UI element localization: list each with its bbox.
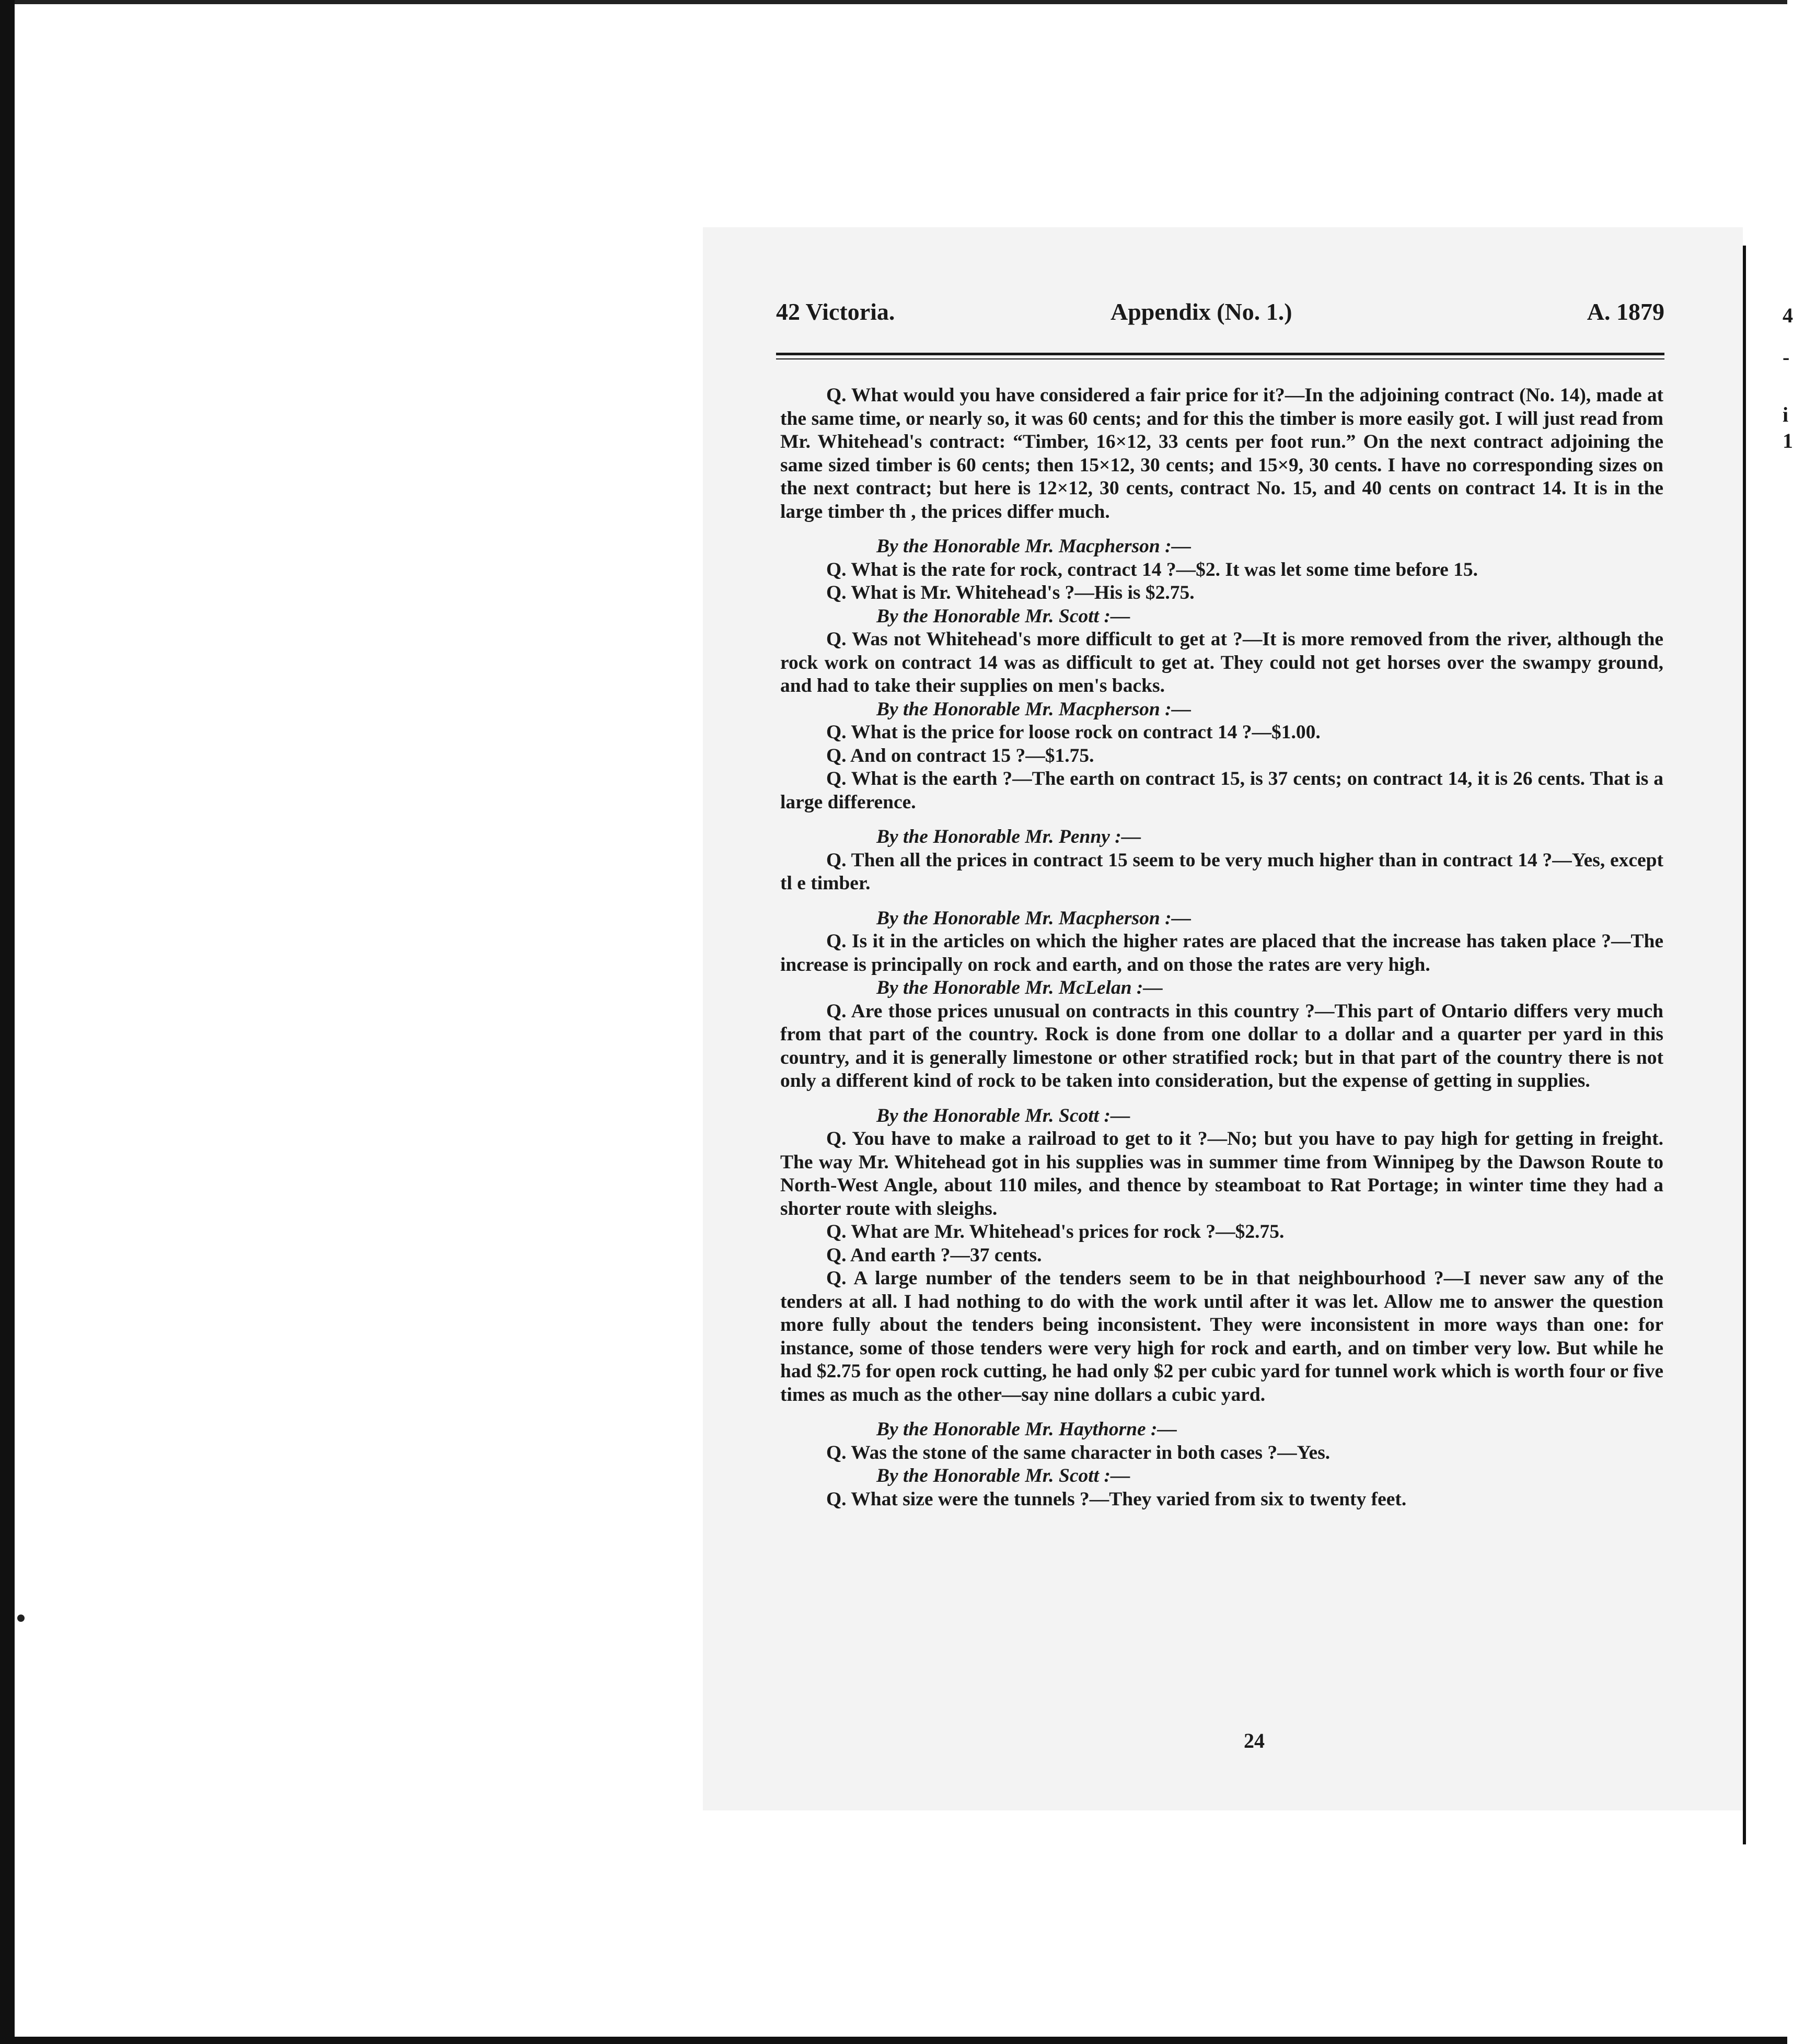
testimony-paragraph: Q. What would you have considered a fair price for it?—In the adjoining contract (No. 14), made at the same time, or nearly so, it was 60 cents; and for this the timber is more easily got. I will just read from Mr. Whitehead's contract: “Timber, 16×12, 33 cents per foot run.” On the next contract adjoining the same sized timber is 60 cents; then 15×12, 30 cents; and 15×9, 30 cents. I have no corresponding sizes on the next contract; but here is 12×12, 30 cents, contract No. 15, and 40 cents on contract 14. It is in the large timber th , the prices differ much. xyxy=(780,385,1663,522)
testimony-paragraph: Q. Are those prices unusual on contracts in this country ?—This part of Ontario differs very much from that part of the country. Rock is done from one dollar to a dollar and a quarter per yard in this country, and it is generally limestone or other stratified rock; but in that part of the country there is not only a different kind of rock to be taken into consideration, but the expense of getting in supplies. xyxy=(780,1000,1663,1091)
testimony-paragraph: Q. Then all the prices in contract 15 seem to be very much higher than in contract 14 ?—Yes, except tl e timber. xyxy=(780,849,1663,894)
document-page xyxy=(703,227,1743,1810)
testimony-paragraph: Q. What is the earth ?—The earth on contract 15, is 37 cents; on contract 14, it is 26 cents. That is a large difference. xyxy=(780,768,1663,813)
testimony-paragraph: Q. A large number of the tenders seem to be in that neighbourhood ?—I never saw any of the tenders at all. I had nothing to do with the work until after it was let. Allow me to answer the question more fully about the tenders being inconsistent. They were inconsistent in more ways than one: for instance, some of those tenders were very high for rock and earth, and on timber very low. But while he had $2.75 for open rock cutting, he had only $2 per cubic yard for tunnel work which is worth four or five times as much as the other—say nine dollars a cubic yard. xyxy=(780,1268,1663,1406)
speaker-heading: By the Honorable Mr. Scott :— xyxy=(876,1465,1130,1486)
speaker-heading: By the Honorable Mr. Scott :— xyxy=(876,1105,1130,1126)
speaker-heading: By the Honorable Mr. Macpherson :— xyxy=(876,698,1192,720)
scan-border-bottom xyxy=(0,2037,1787,2044)
testimony-paragraph: Q. What is Mr. Whitehead's ?—His is $2.75. xyxy=(826,582,1195,603)
testimony-paragraph: Q. Was not Whitehead's more difficult to get at ?—It is more removed from the river, although the rock work on contract 14 was as difficult to get at. They could not get horses over the swampy ground, and had to take their supplies on men's backs. xyxy=(780,629,1663,696)
running-header xyxy=(776,298,1664,329)
header-appendix: Appendix (No. 1.) xyxy=(1110,298,1292,325)
scan-speck xyxy=(17,1615,25,1622)
speaker-heading: By the Honorable Mr. Macpherson :— xyxy=(876,536,1192,557)
testimony-paragraph: Q. And earth ?—37 cents. xyxy=(826,1244,1042,1266)
testimony-paragraph: Q. Was the stone of the same character in both cases ?—Yes. xyxy=(826,1442,1331,1464)
testimony-paragraph: Q. What is the rate for rock, contract 14 ?—$2. It was let some time before 15. xyxy=(826,559,1478,580)
header-session: 42 Victoria. xyxy=(776,298,895,325)
testimony-paragraph: Q. What is the price for loose rock on contract 14 ?—$1.00. xyxy=(826,722,1321,743)
speaker-heading: By the Honorable Mr. Scott :— xyxy=(876,605,1130,627)
header-rule-thick xyxy=(776,353,1664,355)
page-number: 24 xyxy=(1244,1729,1265,1752)
testimony-paragraph: Q. What size were the tunnels ?—They varied from six to twenty feet. xyxy=(826,1488,1407,1510)
adjacent-page-fragment: i xyxy=(1783,403,1789,426)
adjacent-page-fragment: 1 xyxy=(1783,429,1793,452)
header-rule-thin xyxy=(776,358,1664,359)
testimony-paragraph: Q. What are Mr. Whitehead's prices for rock ?—$2.75. xyxy=(826,1221,1285,1242)
testimony-paragraph: Q. And on contract 15 ?—$1.75. xyxy=(826,745,1094,766)
speaker-heading: By the Honorable Mr. Haythorne :— xyxy=(876,1419,1177,1440)
testimony-paragraph: Q. Is it in the articles on which the higher rates are placed that the increase has taken place ?—The increase is principally on rock and earth, and on those the rates are very high. xyxy=(780,931,1663,975)
speaker-heading: By the Honorable Mr. McLelan :— xyxy=(876,977,1163,998)
adjacent-page-fragment: 4 xyxy=(1783,304,1793,327)
header-year: A. 1879 xyxy=(1587,298,1664,325)
testimony-body xyxy=(780,384,1663,1511)
testimony-paragraph: Q. You have to make a railroad to get to it ?—No; but you have to pay high for getting in freight. The way Mr. Whitehead got in his supplies was in summer time from Winnipeg by the Dawson Route to North-West Angle, about 110 miles, and thence by steamboat to Rat Portage; in winter time they had a shorter route with sleighs. xyxy=(780,1128,1663,1220)
speaker-heading: By the Honorable Mr. Penny :— xyxy=(876,826,1141,847)
speaker-heading: By the Honorable Mr. Macpherson :— xyxy=(876,907,1192,929)
adjacent-page-fragment: - xyxy=(1783,345,1790,369)
adjacent-page-edge xyxy=(1743,246,1793,1844)
scan-border-top xyxy=(0,0,1787,4)
scan-border-left xyxy=(0,0,15,2044)
